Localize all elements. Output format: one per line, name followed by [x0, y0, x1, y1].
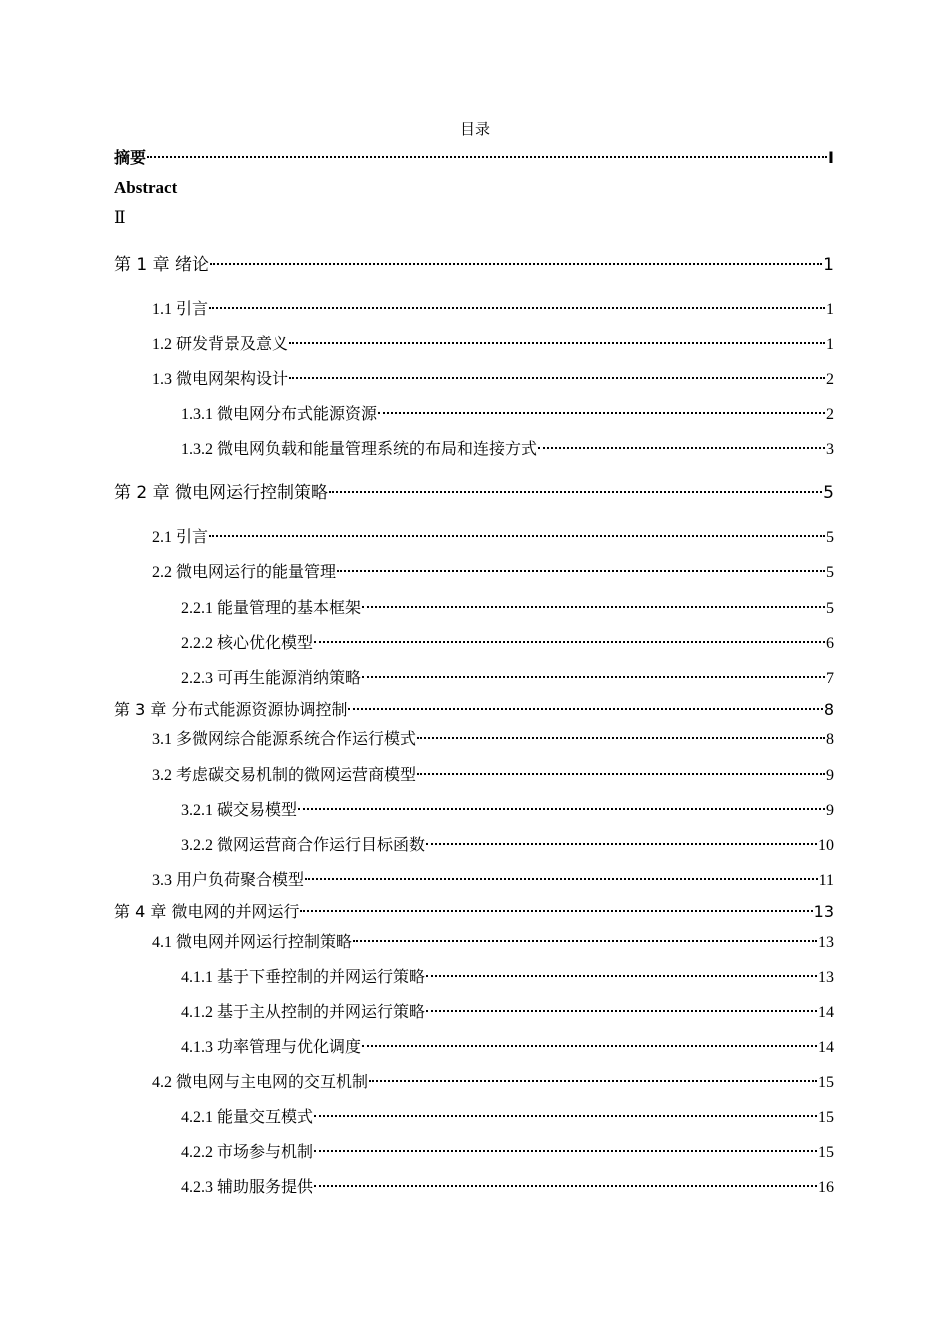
toc-entry-page: 15 — [818, 1074, 834, 1091]
toc-entry-label: 4.1.2 基于主从控制的并网运行策略 — [181, 1004, 426, 1021]
toc-leader-dots — [353, 940, 817, 942]
toc-leader-dots — [209, 307, 825, 309]
toc-entry-page: 5 — [826, 564, 834, 581]
toc-entry[interactable] — [181, 833, 834, 859]
toc-entry[interactable] — [152, 930, 834, 956]
toc-leader-dots — [289, 342, 825, 344]
toc-entry-label: 1.3.2 微电网负载和能量管理系统的布局和连接方式 — [181, 441, 538, 458]
toc-entry-page: 11 — [818, 872, 834, 889]
toc-entry[interactable] — [114, 252, 834, 278]
toc-entry[interactable] — [152, 1070, 834, 1096]
toc-entry-page: 1 — [823, 255, 834, 275]
toc-leader-dots — [147, 156, 827, 158]
toc-entry[interactable] — [152, 727, 834, 753]
toc-entry[interactable] — [181, 631, 834, 657]
toc-leader-dots — [362, 1045, 817, 1047]
toc-entry-page: 13 — [818, 934, 834, 951]
toc-leader-dots — [300, 910, 812, 912]
toc-entry-label: 1.3 微电网架构设计 — [152, 371, 289, 388]
toc-entry-abstract-page: Ⅱ — [114, 208, 126, 227]
toc-leader-dots — [378, 412, 825, 414]
toc-entry-page: 8 — [826, 731, 834, 748]
toc-leader-dots — [209, 535, 825, 537]
toc-entry-page: Ⅰ — [828, 148, 834, 167]
toc-entry-label: 4.1.1 基于下垂控制的并网运行策略 — [181, 969, 426, 986]
toc-entry-page: 9 — [826, 767, 834, 784]
toc-entry-page: 3 — [826, 441, 834, 458]
toc-entry-label: 2.2.1 能量管理的基本框架 — [181, 600, 362, 617]
toc-leader-dots — [337, 570, 825, 572]
toc-entry-page: 2 — [826, 371, 834, 388]
toc-leader-dots — [369, 1080, 817, 1082]
toc-entry-page: 14 — [818, 1039, 834, 1056]
toc-leader-dots — [417, 737, 825, 739]
toc-entry[interactable] — [181, 1035, 834, 1061]
toc-entry[interactable] — [152, 560, 834, 586]
toc-entry-label: 3.1 多微网综合能源系统合作运行模式 — [152, 731, 417, 748]
toc-leader-dots — [329, 491, 822, 493]
toc-entry-label: 1.3.1 微电网分布式能源资源 — [181, 406, 378, 423]
toc-leader-dots — [298, 808, 825, 810]
toc-entry-page: 5 — [826, 529, 834, 546]
toc-entry[interactable] — [114, 899, 834, 925]
toc-entry[interactable] — [152, 868, 834, 894]
toc-entry-label: 第 2 章 微电网运行控制策略 — [114, 483, 329, 503]
toc-entry-page: 7 — [826, 670, 834, 687]
toc-entry-label: 2.1 引言 — [152, 529, 209, 546]
toc-leader-dots — [305, 878, 818, 880]
toc-entry[interactable] — [152, 525, 834, 551]
toc-leader-dots — [314, 1185, 817, 1187]
toc-entry-label: 摘要 — [114, 148, 147, 167]
toc-leader-dots — [289, 377, 825, 379]
toc-entry-page: 9 — [826, 802, 834, 819]
toc-entry-label: 4.2.3 辅助服务提供 — [181, 1179, 314, 1196]
toc-leader-dots — [538, 447, 825, 449]
toc-entry-page: 5 — [826, 600, 834, 617]
toc-entry[interactable] — [181, 402, 834, 428]
toc-entry[interactable] — [114, 697, 834, 723]
toc-entry[interactable] — [181, 437, 834, 463]
toc-entry-page: 6 — [826, 635, 834, 652]
toc-entry[interactable] — [152, 332, 834, 358]
toc-leader-dots — [314, 1150, 817, 1152]
toc-entry-page: 2 — [826, 406, 834, 423]
toc-entry[interactable] — [114, 145, 834, 171]
toc-entry-page: 10 — [818, 837, 834, 854]
toc-entry[interactable] — [181, 596, 834, 622]
toc-entry-page: 15 — [818, 1144, 834, 1161]
toc-entry-label: 3.2.1 碳交易模型 — [181, 802, 298, 819]
toc-title: 目录 — [459, 122, 490, 138]
toc-entry[interactable] — [181, 1000, 834, 1026]
toc-entry[interactable] — [152, 297, 834, 323]
toc-entry-page: 1 — [826, 336, 834, 353]
toc-entry[interactable] — [152, 367, 834, 393]
toc-entry-label: 4.1 微电网并网运行控制策略 — [152, 934, 353, 951]
toc-entry[interactable] — [181, 1105, 834, 1131]
toc-entry-label: 2.2.3 可再生能源消纳策略 — [181, 670, 362, 687]
toc-leader-dots — [362, 676, 825, 678]
toc-entry-abstract-label[interactable]: Abstract — [114, 178, 178, 197]
toc-leader-dots — [417, 773, 825, 775]
toc-entry-page: 5 — [823, 483, 834, 503]
toc-entry[interactable] — [181, 1175, 834, 1201]
toc-entry-page: 15 — [818, 1109, 834, 1126]
toc-entry-label: 4.2.1 能量交互模式 — [181, 1109, 314, 1126]
toc-leader-dots — [314, 641, 825, 643]
toc-entry-label: 4.2.2 市场参与机制 — [181, 1144, 314, 1161]
toc-leader-dots — [210, 263, 822, 265]
toc-leader-dots — [426, 1010, 817, 1012]
toc-entry-page: 16 — [818, 1179, 834, 1196]
toc-entry[interactable] — [181, 798, 834, 824]
toc-entry-label: 2.2 微电网运行的能量管理 — [152, 564, 337, 581]
toc-entry-page: 14 — [818, 1004, 834, 1021]
toc-leader-dots — [314, 1115, 817, 1117]
toc-entry[interactable] — [181, 1140, 834, 1166]
toc-entry-label: 3.2.2 微网运营商合作运行目标函数 — [181, 837, 426, 854]
toc-entry-label: 2.2.2 核心优化模型 — [181, 635, 314, 652]
toc-entry-label: 1.1 引言 — [152, 301, 209, 318]
toc-leader-dots — [426, 975, 817, 977]
toc-entry-label: 第 4 章 微电网的并网运行 — [114, 902, 300, 921]
toc-entry-label: 4.1.3 功率管理与优化调度 — [181, 1039, 362, 1056]
toc-entry-page: 13 — [813, 902, 834, 921]
toc-entry[interactable] — [181, 965, 834, 991]
toc-entry-label: 第 3 章 分布式能源资源协调控制 — [114, 700, 348, 719]
toc-entry-label: 3.2 考虑碳交易机制的微网运营商模型 — [152, 767, 417, 784]
toc-entry-page: 1 — [826, 301, 834, 318]
toc-entry-label: 第 1 章 绪论 — [114, 255, 210, 275]
toc-entry-label: 1.2 研发背景及意义 — [152, 336, 289, 353]
toc-entry[interactable] — [152, 763, 834, 789]
toc-leader-dots — [426, 843, 817, 845]
toc-entry[interactable] — [114, 480, 834, 506]
toc-entry-page: 8 — [823, 700, 834, 719]
toc-leader-dots — [348, 708, 822, 710]
toc-leader-dots — [362, 606, 825, 608]
toc-entry-label: 4.2 微电网与主电网的交互机制 — [152, 1074, 369, 1091]
toc-entry-label: 3.3 用户负荷聚合模型 — [152, 872, 305, 889]
toc-entry-page: 13 — [818, 969, 834, 986]
toc-entry[interactable] — [181, 666, 834, 692]
